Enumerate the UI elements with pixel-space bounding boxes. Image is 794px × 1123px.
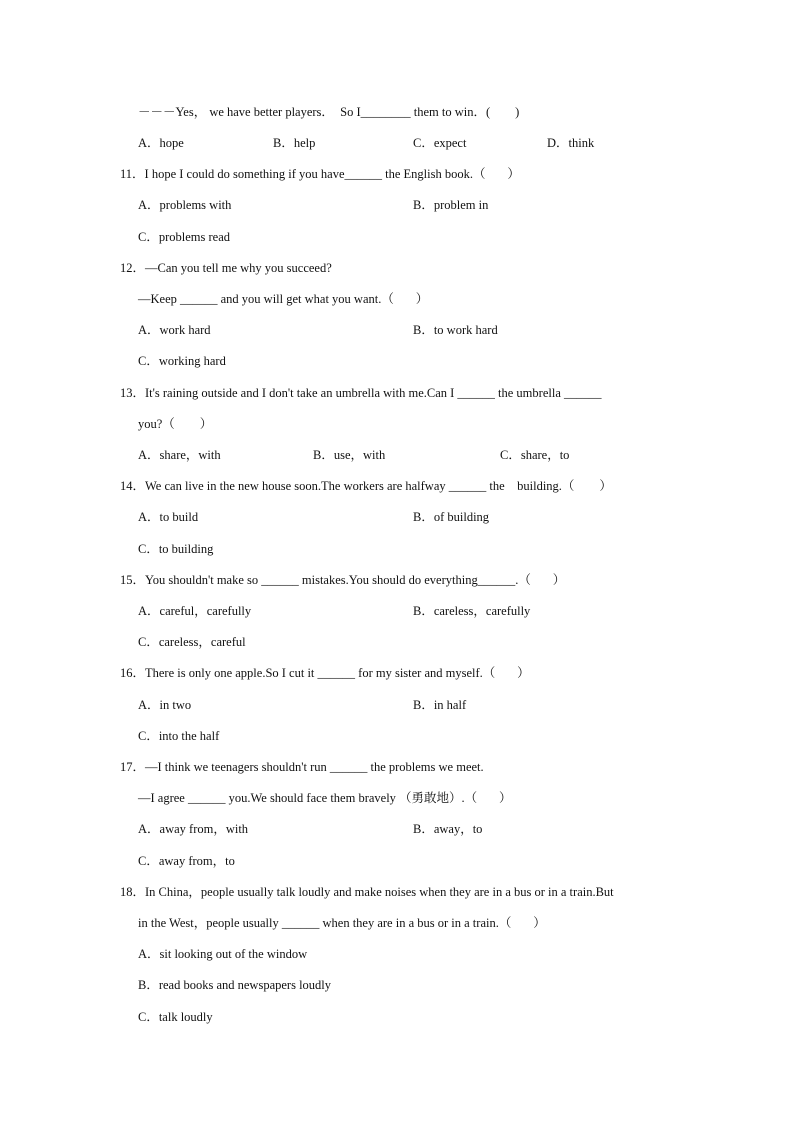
- q16-stem: 16．There is only one apple.So I cut it ______ for my sister and myself.（ ）: [120, 666, 530, 680]
- q10-line: －－－Yes， we have better players． So I________ them to win．( ): [138, 105, 520, 119]
- q15-option-a[interactable]: A．careful，carefully: [138, 604, 252, 618]
- q12-line2: —Keep ______ and you will get what you want.（ ）: [138, 292, 429, 306]
- q13-line2: you?（ ）: [138, 417, 213, 431]
- q17-option-b[interactable]: B．away，to: [413, 822, 483, 836]
- q12-option-b[interactable]: B．to work hard: [413, 323, 498, 337]
- q16-option-b[interactable]: B．in half: [413, 698, 467, 712]
- q14-option-c[interactable]: C．to building: [138, 542, 214, 556]
- q18-stem: 18．In China，people usually talk loudly and make noises when they are in a bus or in a train.But: [120, 885, 614, 899]
- q18-option-b[interactable]: B．read books and newspapers loudly: [138, 978, 332, 992]
- q18-option-c[interactable]: C．talk loudly: [138, 1010, 213, 1024]
- q17-stem: 17．—I think we teenagers shouldn't run ______ the problems we meet.: [120, 760, 484, 774]
- q14-option-a[interactable]: A．to build: [138, 510, 199, 524]
- q14-stem: 14．We can live in the new house soon.The workers are halfway ______ the building.（ ）: [120, 479, 612, 493]
- q17-line2: —I agree ______ you.We should face them bravely （勇敢地）.（ ）: [138, 791, 512, 805]
- q14-option-b[interactable]: B．of building: [413, 510, 490, 524]
- q13-stem: 13．It's raining outside and I don't take an umbrella with me.Can I ______ the umbrella ______: [120, 386, 602, 400]
- q15-option-b[interactable]: B．careless，carefully: [413, 604, 531, 618]
- q12-stem: 12．—Can you tell me why you succeed?: [120, 261, 332, 275]
- q15-stem: 15．You shouldn't make so ______ mistakes.You should do everything______.（ ）: [120, 573, 566, 587]
- q16-option-a[interactable]: A．in two: [138, 698, 192, 712]
- q18-line2: in the West，people usually ______ when they are in a bus or in a train.（ ）: [138, 916, 546, 930]
- q11-option-a[interactable]: A．problems with: [138, 198, 232, 212]
- q10-option-a[interactable]: A．hope: [138, 136, 184, 150]
- q11-option-c[interactable]: C．problems read: [138, 230, 230, 244]
- q17-option-c[interactable]: C．away from，to: [138, 854, 235, 868]
- q15-option-c[interactable]: C．careless，careful: [138, 635, 246, 649]
- q12-option-a[interactable]: A．work hard: [138, 323, 211, 337]
- q11-option-b[interactable]: B．problem in: [413, 198, 489, 212]
- q10-option-d[interactable]: D．think: [547, 136, 595, 150]
- q13-option-c[interactable]: C．share，to: [500, 448, 570, 462]
- q13-option-b[interactable]: B．use，with: [313, 448, 386, 462]
- q18-option-a[interactable]: A．sit looking out of the window: [138, 947, 308, 961]
- q10-option-c[interactable]: C．expect: [413, 136, 467, 150]
- q11-stem: 11．I hope I could do something if you have______ the English book.（ ）: [120, 167, 520, 181]
- q17-option-a[interactable]: A．away from，with: [138, 822, 249, 836]
- q10-option-b[interactable]: B．help: [273, 136, 316, 150]
- q13-option-a[interactable]: A．share，with: [138, 448, 221, 462]
- q12-option-c[interactable]: C．working hard: [138, 354, 226, 368]
- q16-option-c[interactable]: C．into the half: [138, 729, 220, 743]
